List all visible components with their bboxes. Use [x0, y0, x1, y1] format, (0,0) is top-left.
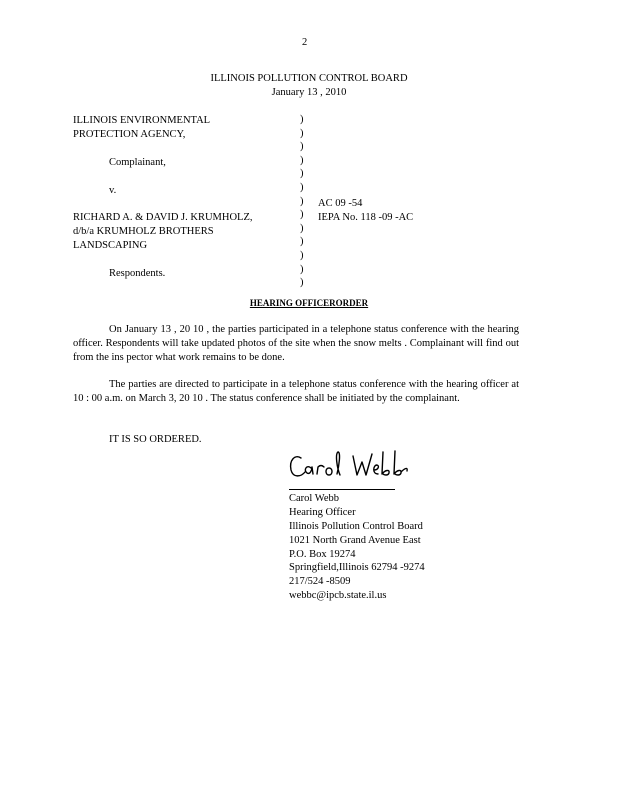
iepa-number: IEPA No. 118 -09 -AC [318, 212, 414, 223]
signer-phone: 217/524 -8509 [289, 576, 351, 587]
signer-title: Hearing Officer [289, 507, 356, 518]
paren: ) [300, 236, 304, 248]
paren: ) [300, 154, 304, 166]
paren: ) [300, 222, 304, 234]
respondent-name-line1: RICHARD A. & DAVID J. KRUMHOLZ, [73, 212, 253, 223]
complainant-role: Complainant, [109, 157, 166, 168]
case-number: AC 09 -54 [318, 198, 363, 209]
paren: ) [300, 127, 304, 139]
versus: v. [109, 185, 117, 196]
caption-parentheses [300, 113, 310, 290]
paren: ) [300, 263, 304, 275]
board-name: ILLINOIS POLLUTION CONTROL BOARD [210, 73, 408, 84]
paren: ) [300, 195, 304, 207]
paren: ) [300, 168, 304, 180]
respondent-name-line3: LANDSCAPING [73, 240, 148, 251]
signer-po-box: P.O. Box 19274 [289, 549, 356, 560]
paren: ) [300, 181, 304, 193]
order-date: January 13 , 2010 [271, 87, 347, 98]
paren: ) [300, 209, 304, 221]
page-number: 2 [302, 37, 308, 48]
signer-email: webbc@ipcb.state.il.us [289, 590, 387, 601]
signer-name: Carol Webb [289, 493, 339, 504]
respondent-name-line2: d/b/a KRUMHOLZ BROTHERS [73, 226, 214, 237]
paren: ) [300, 249, 304, 261]
so-ordered: IT IS SO ORDERED. [109, 434, 202, 445]
complainant-name-line2: PROTECTION AGENCY, [73, 129, 186, 140]
paren: ) [300, 114, 304, 125]
signer-city: Springfield,Illinois 62794 -9274 [289, 562, 425, 573]
signature-line [289, 489, 395, 490]
paragraph-status-conference: On January 13 , 20 10 , the parties participated in a telephone status conference with the hearing officer. Respondents will take updated photos of the site when the snow melts . Complainant will find out from the ins pector what work remains to be done. [73, 324, 519, 363]
paragraph-directive: The parties are directed to participate in a telephone status conference with the hearing officer at 10 : 00 a.m. on March 3, 20 10 . The status conference shall be initiated by the complainant. [73, 379, 519, 404]
order-title: HEARING OFFICERORDER [249, 298, 369, 308]
complainant-name-line1: ILLINOIS ENVIRONMENTAL [73, 115, 211, 126]
signer-street: 1021 North Grand Avenue East [289, 535, 421, 546]
paren: ) [300, 141, 304, 153]
paren: ) [300, 277, 304, 289]
handwritten-signature [287, 446, 417, 486]
signer-organization: Illinois Pollution Control Board [289, 521, 423, 532]
respondent-role: Respondents. [109, 268, 166, 279]
